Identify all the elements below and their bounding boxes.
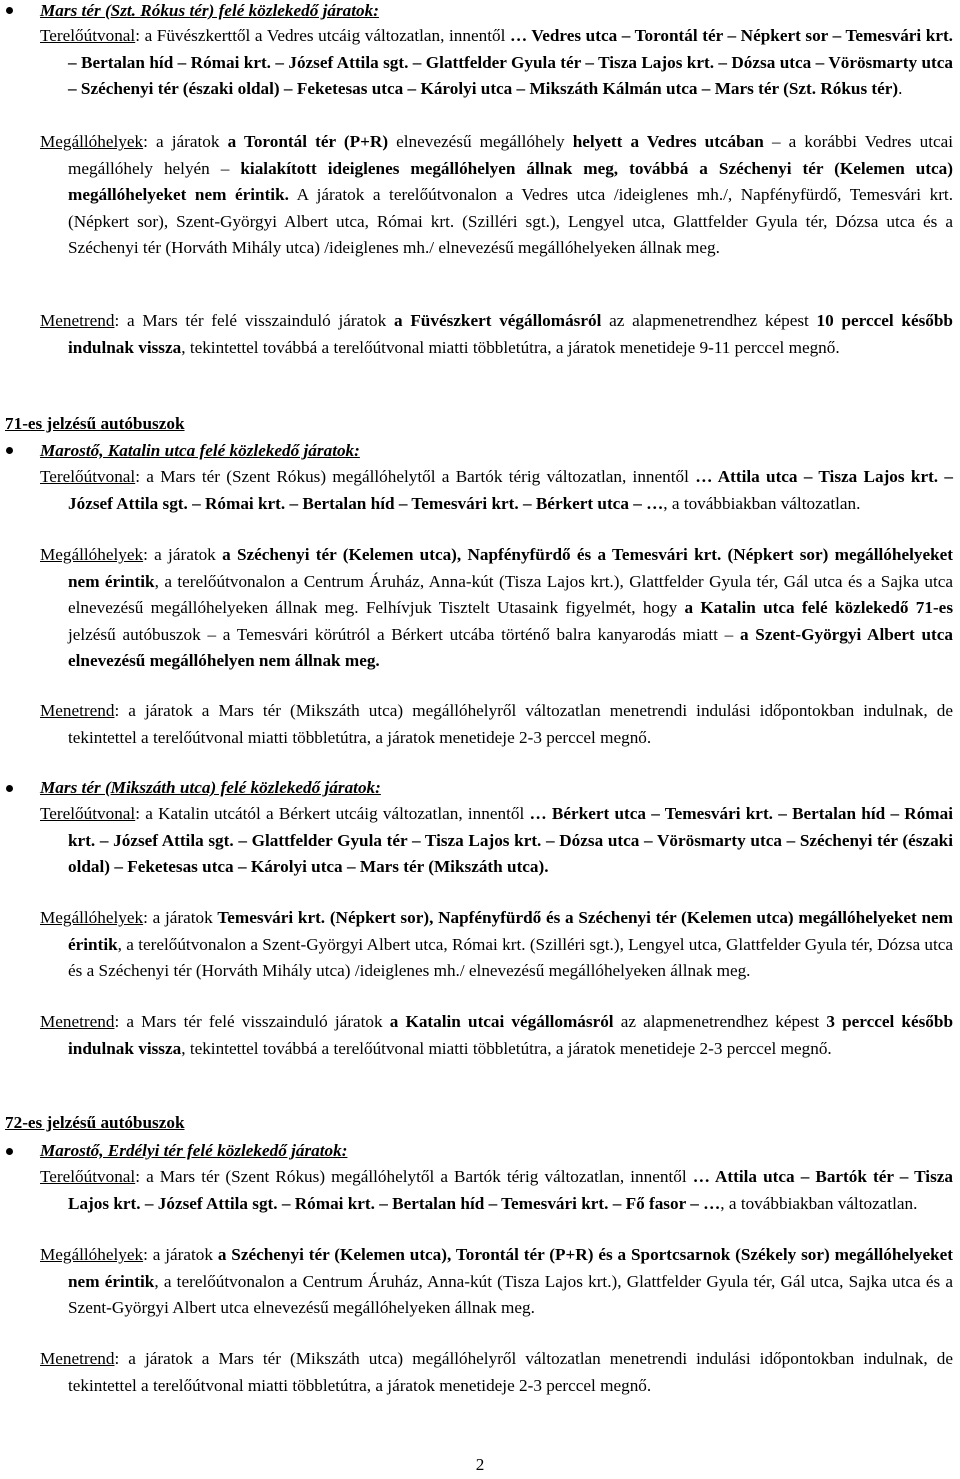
schedule-paragraph xyxy=(40,308,953,361)
route-heading: Mars tér (Szt. Rókus tér) felé közlekedő járatok: xyxy=(40,1,379,20)
route-heading: Marostő, Katalin utca felé közlekedő járatok: xyxy=(40,441,360,460)
stops-text: Megállóhelyek: a járatok a Széchenyi tér (Kelemen utca), Napfényfürdő és a Temesvári krt. (Népkert sor) megállóhelyeket nem érintik, a terelőútvonalon a Centrum Áruház, Anna-kút (Tisza Lajos krt.), Glattfelder Gyula tér, Gál utca és a Sajka utca elnevezésű megállóhelyeken állnak meg. Felhívjuk Tisztelt Utasaink figyelmét, hogy a Katalin utca felé közlekedő 71-es jelzésű autóbuszok – a Temesvári körútról a Bérkert utcába történő balra kanyarodás miatt – a Szent-Györgyi Albert utca elnevezésű megállóhelyen nem állnak meg. xyxy=(40,545,954,670)
detour-label: Terelőútvonal xyxy=(40,1167,136,1186)
stops-paragraph xyxy=(40,542,953,675)
section-title-71: 71-es jelzésű autóbuszok xyxy=(5,414,185,433)
route-heading: Mars tér (Mikszáth utca) felé közlekedő járatok: xyxy=(40,778,381,797)
stops-paragraph xyxy=(40,129,953,262)
detour-text: Terelőútvonal: a Mars tér (Szent Rókus) megállóhelytől a Bartók térig változatlan, innentől … Attila utca – Tisza Lajos krt. – József Attila sgt. – Római krt. – Bertalan híd – Temesvári krt. – Bérkert utca – …, a továbbiakban változatlan. xyxy=(40,467,953,513)
schedule-text: Menetrend: a járatok a Mars tér (Mikszáth utca) megállóhelyről változatlan menetrendi indulási időpontokban indulnak, de tekintettel a terelőútvonal miatti többletútra, a járatok menetideje 2-3 perccel megnő. xyxy=(40,701,953,747)
schedule-text: Menetrend: a Mars tér felé visszainduló járatok a Füvészkert végállomásról az alapmenetrendhez képest 10 perccel később indulnak vissza, tekintettel továbbá a terelőútvonal miatti többletútra, a járatok menetideje 9-11 perccel megnő. xyxy=(40,311,953,357)
stops-paragraph xyxy=(40,1242,953,1322)
bullet-icon xyxy=(6,1148,13,1155)
page-number: 2 xyxy=(475,1455,485,1474)
detour-label: Terelőútvonal xyxy=(40,467,136,486)
schedule-label: Menetrend xyxy=(40,701,115,720)
schedule-text: Menetrend: a Mars tér felé visszainduló járatok a Katalin utcai végállomásról az alapmenetrendhez képest 3 perccel később indulnak vissza, tekintettel továbbá a terelőútvonal miatti többletútra, a járatok menetideje 2-3 perccel megnő. xyxy=(40,1012,953,1058)
schedule-label: Menetrend xyxy=(40,1349,115,1368)
section-title-72: 72-es jelzésű autóbuszok xyxy=(5,1113,185,1132)
detour-text: Terelőútvonal: a Katalin utcától a Bérkert utcáig változatlan, innentől … Bérkert utca – Temesvári krt. – Bertalan híd – Római krt. – József Attila sgt. – Glattfelder Gyula tér – Tisza Lajos krt. – Dózsa utca – Vörösmarty utca – Széchenyi tér (északi oldal) – Feketesas utca – Károlyi utca – Mars tér (Mikszáth utca). xyxy=(40,804,953,876)
stops-text: Megállóhelyek: a járatok a Széchenyi tér (Kelemen utca), Torontál tér (P+R) és a Sportcsarnok (Székely sor) megállóhelyeket nem érintik, a terelőútvonalon a Centrum Áruház, Anna-kút (Tisza Lajos krt.), Glattfelder Gyula tér, Gál utca, Sajka utca és a Szent-Györgyi Albert utca elnevezésű megállóhelyeken állnak meg. xyxy=(40,1245,953,1317)
detour-text: Terelőútvonal: a Füvészkerttől a Vedres utcáig változatlan, innentől … Vedres utca – Torontál tér – Népkert sor – Temesvári krt. – Bertalan híd – Római krt. – József Attila sgt. – Glattfelder Gyula tér – Tisza Lajos krt. – Dózsa utca – Vörösmarty utca – Széchenyi tér (északi oldal) – Feketesas utca – Károlyi utca – Mikszáth Kálmán utca – Mars tér (Szt. Rókus tér). xyxy=(40,26,953,98)
schedule-paragraph xyxy=(40,1346,953,1399)
stops-label: Megállóhelyek xyxy=(40,1245,144,1264)
bullet-icon xyxy=(6,447,13,454)
schedule-paragraph xyxy=(40,1009,953,1062)
schedule-text: Menetrend: a járatok a Mars tér (Mikszáth utca) megállóhelyről változatlan menetrendi indulási időpontokban indulnak, de tekintettel a terelőútvonal miatti többletútra, a járatok menetideje 2-3 perccel megnő. xyxy=(40,1349,953,1395)
schedule-paragraph xyxy=(40,698,953,751)
stops-text: Megállóhelyek: a járatok Temesvári krt. (Népkert sor), Napfényfürdő és a Széchenyi tér (Kelemen utca) megállóhelyeket nem érintik, a terelőútvonalon a Szent-Györgyi Albert utca, Római krt. (Szilléri sgt.), Lengyel utca, Glattfelder Gyula tér, Dózsa utca és a Széchenyi tér (Horváth Mihály utca) /ideiglenes mh./ elnevezésű megállóhelyeken állnak meg. xyxy=(40,908,953,980)
route-heading: Marostő, Erdélyi tér felé közlekedő járatok: xyxy=(40,1141,348,1160)
detour-text: Terelőútvonal: a Mars tér (Szent Rókus) megállóhelytől a Bartók térig változatlan, innentől … Attila utca – Bartók tér – Tisza Lajos krt. – József Attila sgt. – Római krt. – Bertalan híd – Temesvári krt. – Fő fasor – …, a továbbiakban változatlan. xyxy=(40,1167,953,1213)
stops-text: Megállóhelyek: a járatok a Torontál tér (P+R) elnevezésű megállóhely helyett a Vedres utcában – a korábbi Vedres utcai megállóhely helyén – kialakított ideiglenes megállóhelyen állnak meg, továbbá a Széchenyi tér (Kelemen utca) megállóhelyeket nem érintik. A járatok a terelőútvonalon a Vedres utca /ideiglenes mh./, Napfényfürdő, Temesvári krt. (Népkert sor), Szent-Györgyi Albert utca, Római krt. (Szilléri sgt.), Lengyel utca, Glattfelder Gyula tér, Dózsa utca és a Széchenyi tér (Horváth Mihály utca) /ideiglenes mh./ elnevezésű megállóhelyeken állnak meg. xyxy=(40,132,954,257)
detour-paragraph xyxy=(40,801,953,881)
schedule-label: Menetrend xyxy=(40,1012,115,1031)
stops-label: Megállóhelyek xyxy=(40,908,144,927)
detour-paragraph xyxy=(40,1164,953,1217)
detour-label: Terelőútvonal xyxy=(40,26,136,45)
detour-paragraph xyxy=(40,23,953,103)
detour-label: Terelőútvonal xyxy=(40,804,136,823)
detour-paragraph xyxy=(40,464,953,517)
bullet-icon xyxy=(6,785,13,792)
schedule-label: Menetrend xyxy=(40,311,115,330)
stops-label: Megállóhelyek xyxy=(40,545,144,564)
stops-paragraph xyxy=(40,905,953,985)
bullet-icon xyxy=(6,7,13,14)
stops-label: Megállóhelyek xyxy=(40,132,144,151)
